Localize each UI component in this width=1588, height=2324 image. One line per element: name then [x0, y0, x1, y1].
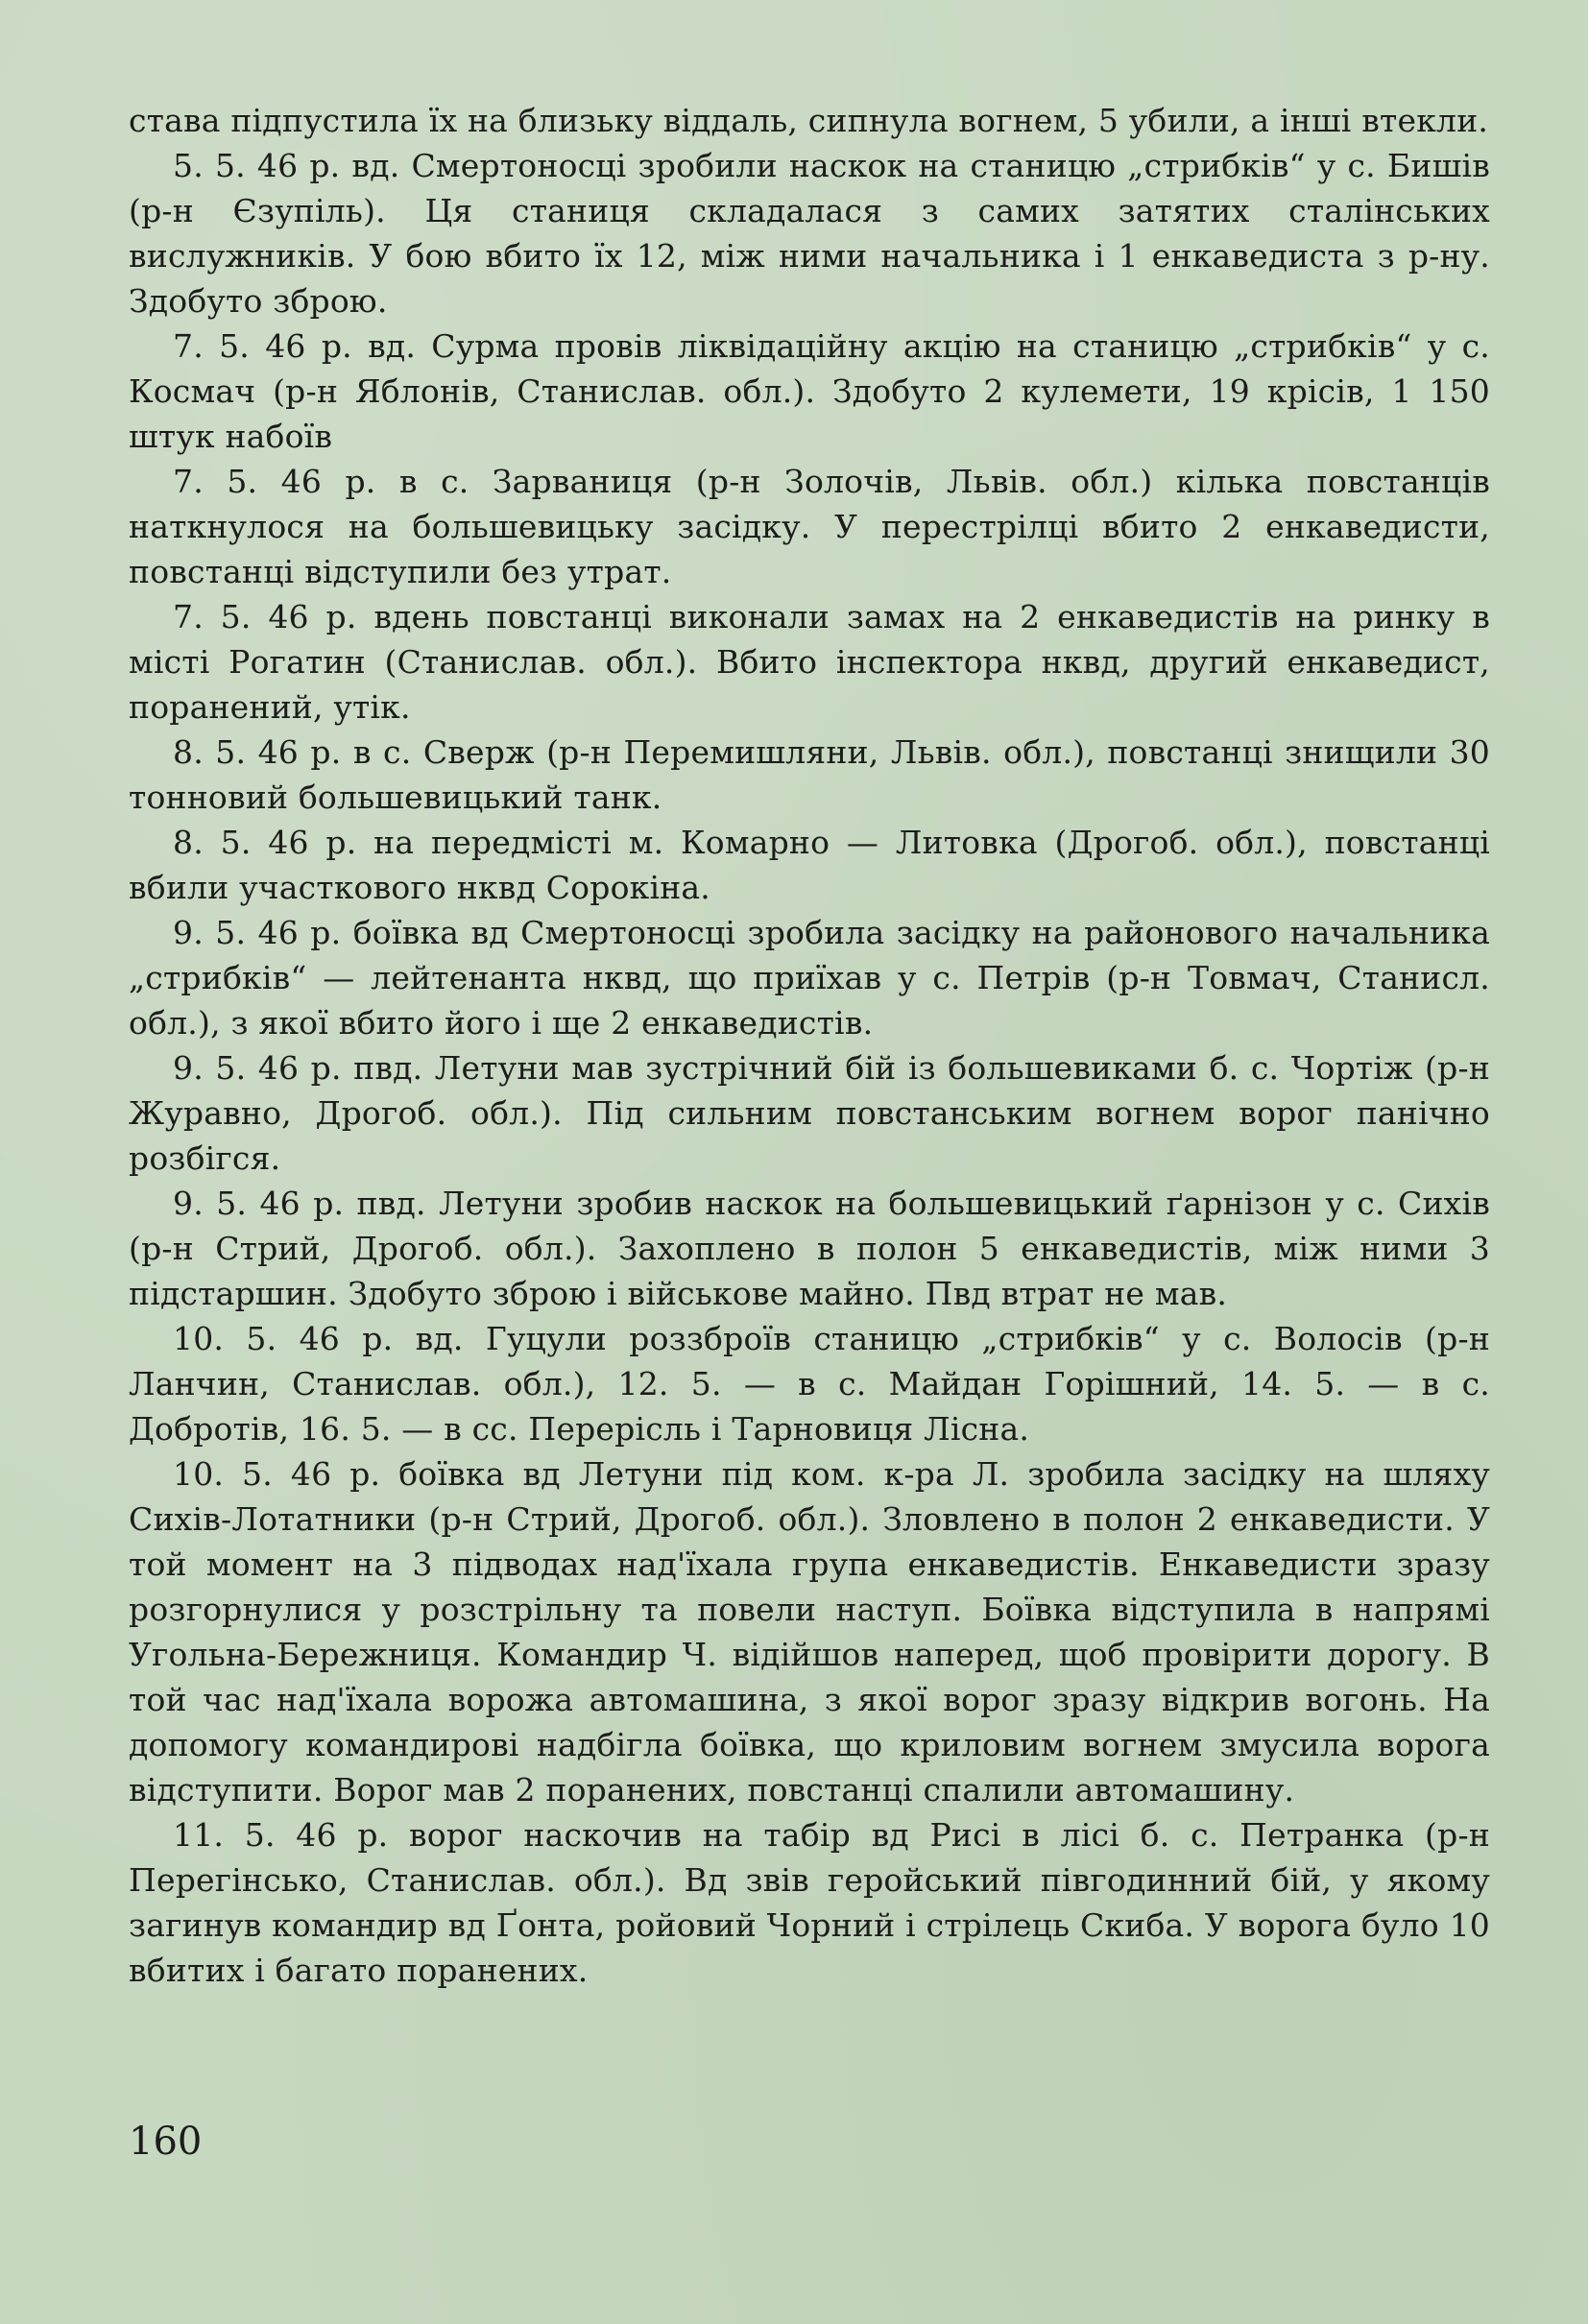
paragraph-entry: 5. 5. 46 р. вд. Смертоносці зробили наскок на станицю „стрибків“ у с. Бишів (р-н Єзупіль). Ця станиця складалася з самих затятих сталінських вислужників. У бою вбито їх 12, між ними начальника і 1 енкаведиста з р-ну. Здобуто зброю. — [129, 147, 1490, 320]
paragraph-entry: 9. 5. 46 р. пвд. Летуни зробив наскок на большевицький ґарнізон у с. Сихів (р-н Стрий, Дрогоб. обл.). Захоплено в полон 5 енкаведистів, між ними 3 підстаршин. Здобуто зброю і військове майно. Пвд втрат не мав. — [129, 1185, 1490, 1312]
paragraph-continuation: става підпустила їх на близьку віддаль, сипнула вогнем, 5 убили, а інші втекли. — [129, 102, 1489, 139]
paragraph-entry: 9. 5. 46 р. пвд. Летуни мав зустрічний бій із большевиками б. с. Чортіж (р-н Журавно, Дрогоб. обл.). Під сильним повстанським вогнем ворог панічно розбігся. — [129, 1049, 1490, 1177]
body-text — [129, 98, 1490, 1993]
paragraph-entry: 10. 5. 46 р. боївка вд Летуни під ком. к-ра Л. зробила засідку на шляху Сихів-Лотатники (р-н Стрий, Дрогоб. обл.). Зловлено в полон 2 енкаведисти. У той момент на 3 підводах над'їхала група енкаведистів. Енкаведисти зразу розгорнулися у розстрільну та повели наступ. Боївка відступила в напрямі Угольна-Бережниця. Командир Ч. відійшов наперед, щоб провірити дорогу. В той час над'їхала ворожа автомашина, з якої ворог зразу відкрив вогонь. На допомогу командирові надбігла боївка, що криловим вогнем змусила ворога відступити. Ворог мав 2 поранених, повстанці спалили автомашину. — [129, 1455, 1490, 1809]
paragraph-entry: 8. 5. 46 р. на передмісті м. Комарно — Литовка (Дрогоб. обл.), повстанці вбили участкового нквд Сорокіна. — [129, 824, 1490, 906]
paragraph-entry: 7. 5. 46 р. вдень повстанці виконали замах на 2 енкаведистів на ринку в місті Рогатин (Станислав. обл.). Вбито інспектора нквд, другий енкаведист, поранений, утік. — [129, 598, 1490, 726]
paragraph-entry: 7. 5. 46 р. вд. Сурма провів ліквідаційну акцію на станицю „стрибків“ у с. Космач (р-н Яблонів, Станислав. обл.). Здобуто 2 кулемети, 19 крісів, 1 150 штук набоїв — [129, 327, 1490, 455]
paragraph-entry: 8. 5. 46 р. в с. Сверж (р-н Перемишляни, Львів. обл.), повстанці знищили 30 тонновий большевицький танк. — [129, 733, 1490, 816]
paragraph-entry: 11. 5. 46 р. ворог наскочив на табір вд Рисі в лісі б. с. Петранка (р-н Перегінсько, Станислав. обл.). Вд звів геройський півгодинний бій, у якому загинув командир вд Ґонта, ройовий Чорний і стрілець Скиба. У ворога було 10 вбитих і багато поранених. — [129, 1816, 1490, 1989]
paragraph-entry: 10. 5. 46 р. вд. Гуцули роззброїв станицю „стрибків“ у с. Волосів (р-н Ланчин, Станислав. обл.), 12. 5. — в с. Майдан Горішний, 14. 5. — в с. Добротів, 16. 5. — в сс. Перерісль і Тарновиця Лісна. — [129, 1320, 1490, 1448]
paragraph-entry: 7. 5. 46 р. в с. Зарваниця (р-н Золочів, Львів. обл.) кілька повстанців наткнулося на большевицьку засідку. У перестрілці вбито 2 енкаведисти, повстанці відступили без утрат. — [129, 463, 1490, 590]
paragraph-entry: 9. 5. 46 р. боївка вд Смертоносці зробила засідку на районового начальника „стрибків“ — лейтенанта нквд, що приїхав у с. Петрів (р-н Товмач, Станисл. обл.), з якої вбито його і ще 2 енкаведистів. — [129, 914, 1490, 1042]
page-number: 160 — [129, 2120, 203, 2164]
